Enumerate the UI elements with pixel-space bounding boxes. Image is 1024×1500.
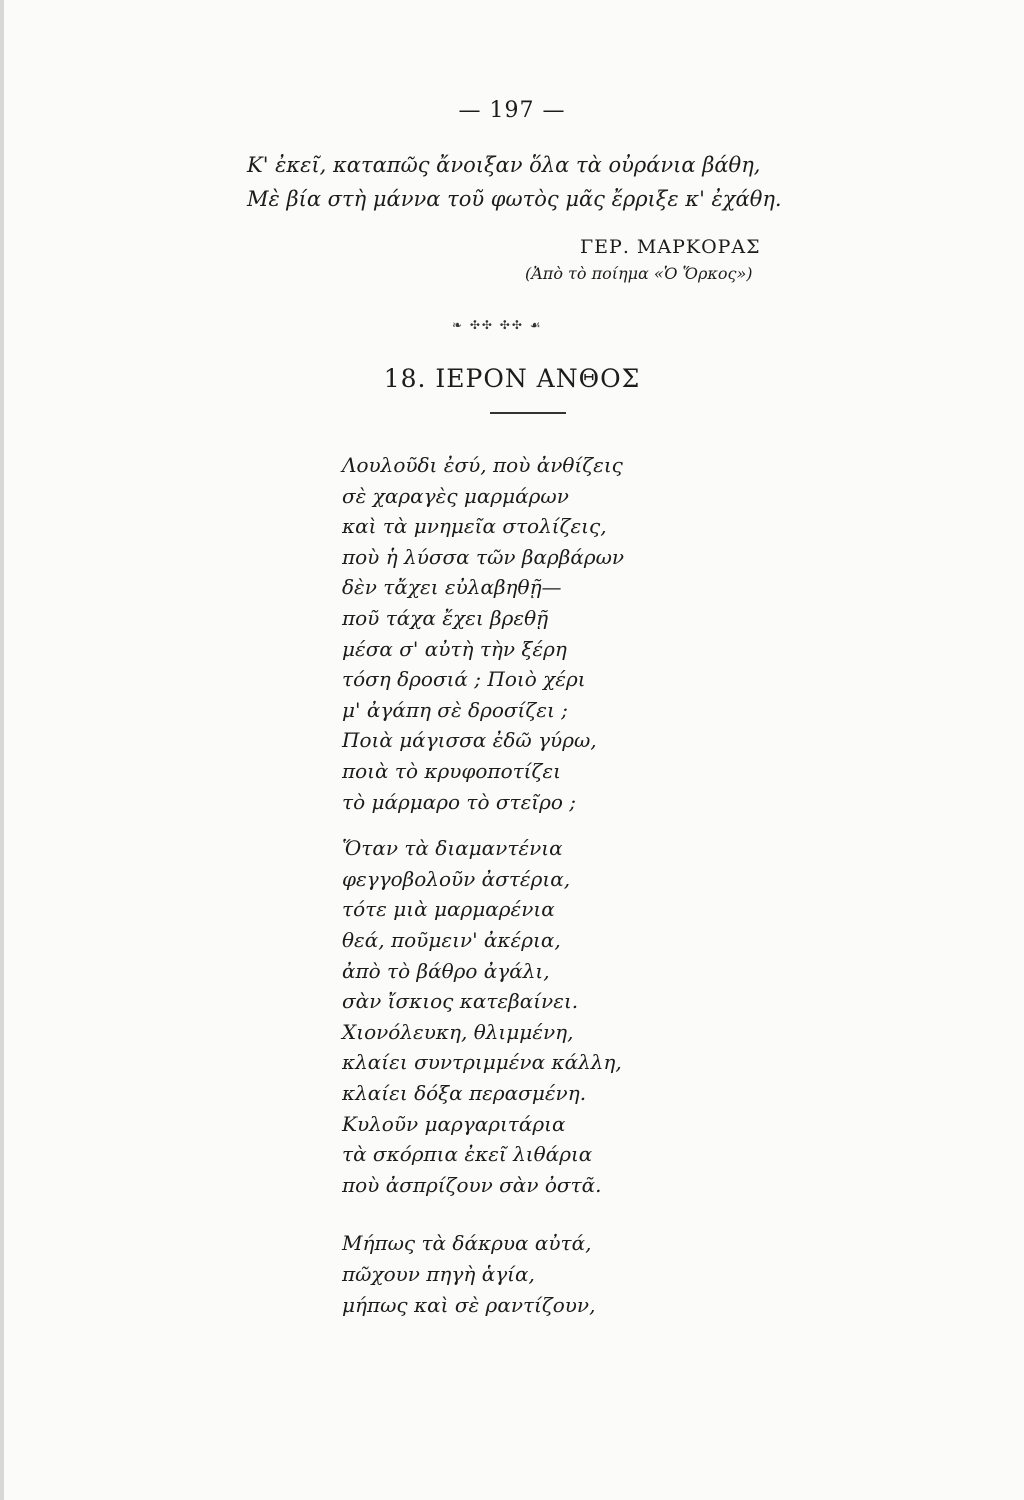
- poem-line: τόση δροσιά ; Ποιὸ χέρι: [342, 667, 586, 692]
- section-ornament: ❧ ✣✣ ✣✣ ☙: [452, 318, 543, 332]
- poem-line: Κυλοῦν μαργαριτάρια: [342, 1111, 566, 1136]
- poem-line: ποῦ τάχα ἔχει βρεθῇ: [342, 606, 549, 630]
- poem-line: φεγγοβολοῦν ἀστέρια,: [342, 866, 571, 891]
- intro-verse-line: Μὲ βία στὴ μάννα τοῦ φωτὸς μᾶς ἔρριξε κ' ἐχάθη.: [247, 187, 782, 211]
- poem-line: ἀπὸ τὸ βάθρο ἀγάλι,: [342, 958, 550, 983]
- attribution-author: ΓΕΡ. ΜΑΡΚΟΡΑΣ: [580, 236, 761, 258]
- poem-line: ποὺ ἡ λύσσα τῶν βαρβάρων: [342, 544, 625, 569]
- poem-line: ποὺ ἀσπρίζουν σὰν ὀστᾶ.: [342, 1172, 602, 1197]
- poem-line: θεά, ποῦμειν' ἀκέρια,: [342, 928, 561, 952]
- poem-line: τὸ μάρμαρο τὸ στεῖρο ;: [342, 789, 577, 814]
- poem-line: μ' ἀγάπη σὲ δροσίζει ;: [342, 697, 568, 722]
- poem-line: σὰν ἴσκιος κατεβαίνει.: [342, 989, 579, 1014]
- page-edge: [0, 0, 4, 1500]
- poem-line: Μήπως τὰ δάκρυα αὐτά,: [342, 1231, 592, 1256]
- intro-verse-line: Κ' ἐκεῖ, καταπῶς ἄνοιξαν ὅλα τὰ οὐράνια βάθη,: [247, 153, 761, 177]
- title-underline: [490, 412, 566, 414]
- poem-line: Λουλοῦδι ἐσύ, ποὺ ἀνθίζεις: [342, 453, 623, 477]
- poem-line: τότε μιὰ μαρμαρένια: [342, 897, 555, 922]
- poem-line: κλαίει δόξα περασμένη.: [342, 1081, 587, 1105]
- poem-line: μέσα σ' αὐτὴ τὴν ξέρη: [342, 636, 567, 661]
- poem-line: μήπως καὶ σὲ ραντίζουν,: [342, 1292, 596, 1317]
- poem-line: Ποιὰ μάγισσα ἐδῶ γύρω,: [342, 728, 597, 753]
- poem-line: κλαίει συντριμμένα κάλλη,: [342, 1050, 622, 1075]
- poem-title: 18. ΙΕΡΟΝ ΑΝΘΟΣ: [383, 364, 641, 393]
- poem-line: καὶ τὰ μνημεῖα στολίζεις,: [342, 514, 607, 539]
- poem-line: δὲν τἄχει εὐλαβηθῇ—: [342, 575, 562, 600]
- poem-line: Ὅταν τὰ διαμαντένια: [342, 836, 563, 861]
- poem-line: ποιὰ τὸ κρυφοποτίζει: [342, 759, 561, 783]
- poem-line: Χιονόλευκη, θλιμμένη,: [342, 1019, 574, 1044]
- poem-line: σὲ χαραγὲς μαρμάρων: [342, 483, 569, 508]
- attribution-source: (Ἀπὸ τὸ ποίημα «Ὁ Ὅρκος»): [525, 264, 753, 283]
- poem-line: πῶχουν πηγὴ ἁγία,: [342, 1262, 535, 1286]
- poem-line: τὰ σκόρπια ἐκεῖ λιθάρια: [342, 1142, 593, 1167]
- page-number: — 197 —: [458, 98, 566, 123]
